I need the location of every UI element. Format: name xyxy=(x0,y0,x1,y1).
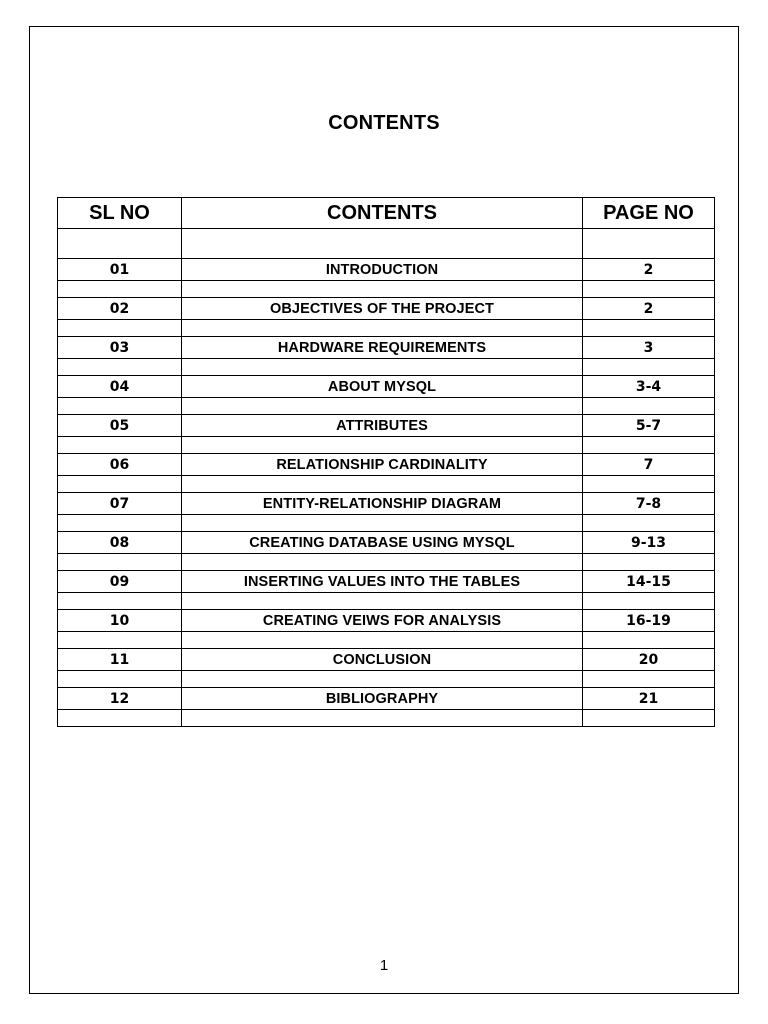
sl-no-cell: 06 xyxy=(58,454,182,476)
page-no-cell: 2 xyxy=(583,298,715,320)
sl-no-cell: 09 xyxy=(58,571,182,593)
spacer-row xyxy=(58,437,715,454)
contents-cell: CONCLUSION xyxy=(182,649,583,671)
contents-cell: BIBLIOGRAPHY xyxy=(182,688,583,710)
sl-no-cell: 02 xyxy=(58,298,182,320)
header-sl-no: SL NO xyxy=(58,198,182,229)
table-body xyxy=(58,229,715,727)
page-no-cell: 9-13 xyxy=(583,532,715,554)
sl-no-cell: 03 xyxy=(58,337,182,359)
table-row xyxy=(58,688,715,710)
table-row xyxy=(58,454,715,476)
table-row xyxy=(58,337,715,359)
page-no-cell: 7-8 xyxy=(583,493,715,515)
page-no-cell: 20 xyxy=(583,649,715,671)
page-no-cell: 3-4 xyxy=(583,376,715,398)
page-no-cell: 14-15 xyxy=(583,571,715,593)
page-no-cell: 2 xyxy=(583,259,715,281)
table-row xyxy=(58,610,715,632)
header-contents: CONTENTS xyxy=(182,198,583,229)
contents-cell: CREATING DATABASE USING MYSQL xyxy=(182,532,583,554)
contents-cell: ENTITY-RELATIONSHIP DIAGRAM xyxy=(182,493,583,515)
sl-no-cell: 11 xyxy=(58,649,182,671)
sl-no-cell: 10 xyxy=(58,610,182,632)
contents-cell: RELATIONSHIP CARDINALITY xyxy=(182,454,583,476)
page-no-cell: 5-7 xyxy=(583,415,715,437)
contents-cell: CREATING VEIWS FOR ANALYSIS xyxy=(182,610,583,632)
contents-cell: OBJECTIVES OF THE PROJECT xyxy=(182,298,583,320)
page-no-cell: 16-19 xyxy=(583,610,715,632)
table-row xyxy=(58,649,715,671)
spacer-row xyxy=(58,710,715,727)
sl-no-cell: 12 xyxy=(58,688,182,710)
spacer-row xyxy=(58,359,715,376)
sl-no-cell: 01 xyxy=(58,259,182,281)
spacer-row xyxy=(58,593,715,610)
page-title: CONTENTS xyxy=(328,112,440,134)
table-row xyxy=(58,298,715,320)
table-header-row xyxy=(58,198,715,229)
table-row xyxy=(58,259,715,281)
spacer-row xyxy=(58,515,715,532)
sl-no-cell: 04 xyxy=(58,376,182,398)
page-no-cell: 21 xyxy=(583,688,715,710)
spacer-row xyxy=(58,320,715,337)
contents-cell: INTRODUCTION xyxy=(182,259,583,281)
page-no-cell: 3 xyxy=(583,337,715,359)
table-row xyxy=(58,415,715,437)
table-row xyxy=(58,376,715,398)
sl-no-cell: 05 xyxy=(58,415,182,437)
contents-cell: ABOUT MYSQL xyxy=(182,376,583,398)
header-page-no: PAGE NO xyxy=(583,198,715,229)
spacer-row xyxy=(58,671,715,688)
spacer-row xyxy=(58,398,715,415)
spacer-row xyxy=(58,229,715,259)
spacer-row xyxy=(58,476,715,493)
table-row xyxy=(58,532,715,554)
contents-table xyxy=(57,197,715,727)
sl-no-cell: 08 xyxy=(58,532,182,554)
spacer-row xyxy=(58,554,715,571)
table-row xyxy=(58,571,715,593)
contents-cell: INSERTING VALUES INTO THE TABLES xyxy=(182,571,583,593)
table-row xyxy=(58,493,715,515)
page-no-cell: 7 xyxy=(583,454,715,476)
page-number: 1 xyxy=(379,957,389,974)
spacer-row xyxy=(58,632,715,649)
sl-no-cell: 07 xyxy=(58,493,182,515)
spacer-row xyxy=(58,281,715,298)
contents-cell: HARDWARE REQUIREMENTS xyxy=(182,337,583,359)
contents-cell: ATTRIBUTES xyxy=(182,415,583,437)
